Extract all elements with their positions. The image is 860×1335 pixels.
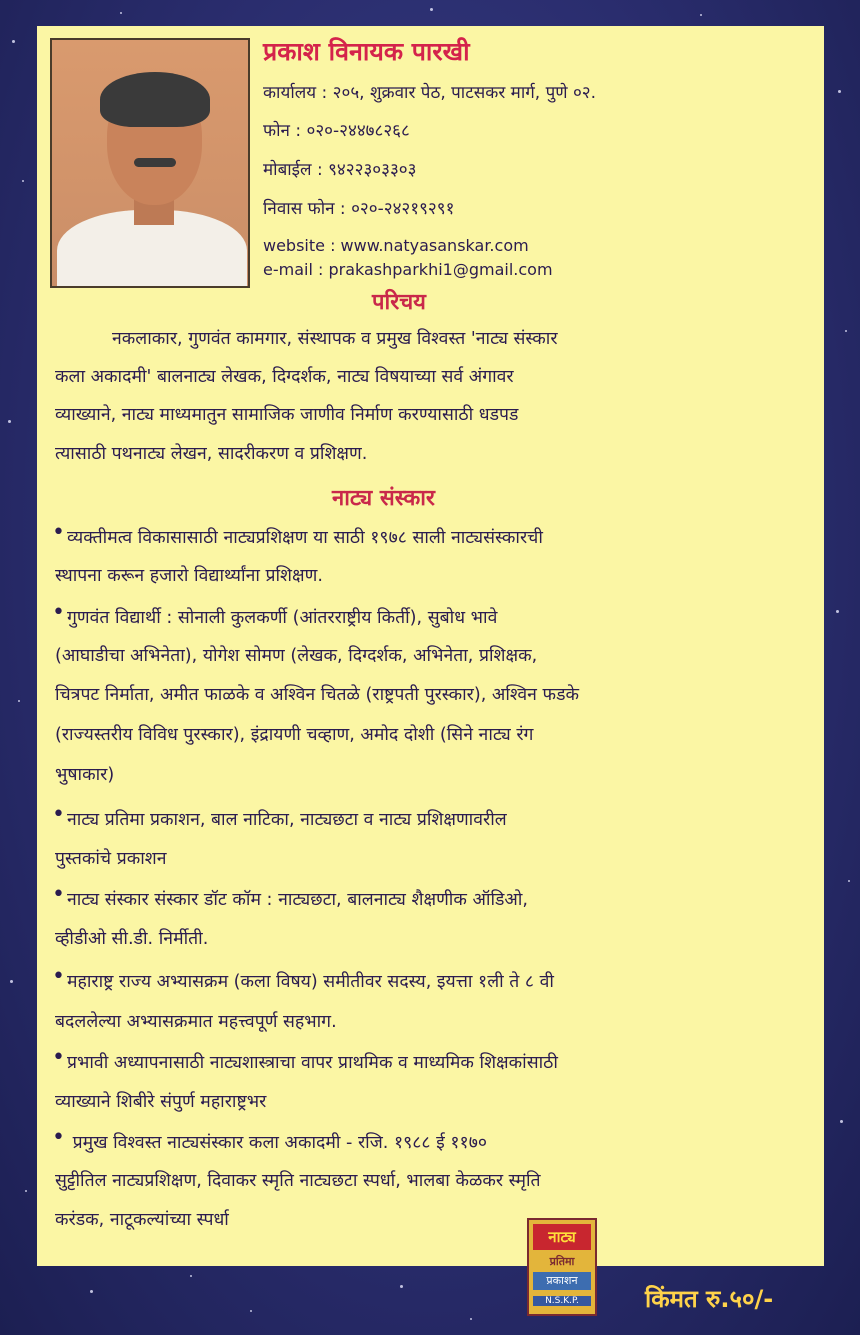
bullet-item: • महाराष्ट्र राज्य अभ्यासक्रम (कला विषय) समीतीवर सदस्य, इयत्ता १ली ते ८ वी — [52, 968, 554, 993]
logo-line: नाट्य — [533, 1224, 591, 1250]
bullet-continuation: (आघाडीचा अभिनेता), योगेश सोमण (लेखक, दिग्दर्शक, अभिनेता, प्रशिक्षक, — [55, 646, 538, 666]
phone-number: फोन : ०२०-२४४७८२६८ — [263, 121, 410, 141]
intro-line: त्यासाठी पथनाट्य लेखन, सादरीकरण व प्रशिक्षण. — [55, 444, 368, 464]
logo-line: N.S.K.P. — [533, 1296, 591, 1306]
intro-title: परिचय — [372, 290, 426, 315]
logo-line: प्रतिमा — [549, 1255, 575, 1268]
bullet-item: • नाट्य प्रतिमा प्रकाशन, बाल नाटिका, नाट्यछटा व नाट्य प्रशिक्षणावरील — [52, 806, 507, 831]
home-phone-number: निवास फोन : ०२०-२४२१९२९१ — [263, 199, 455, 219]
bullet-continuation: (राज्यस्तरीय विविध पुरस्कार), इंद्रायणी चव्हाण, अमोद दोशी (सिने नाट्य रंग — [55, 725, 534, 745]
intro-line: कला अकादमी' बालनाट्य लेखक, दिग्दर्शक, नाट्य विषयाच्या सर्व अंगावर — [55, 367, 514, 387]
logo-line: प्रकाशन — [533, 1272, 591, 1290]
bullet-item: • गुणवंत विद्यार्थी : सोनाली कुलकर्णी (आंतरराष्ट्रीय किर्ती), सुबोध भावे — [52, 604, 497, 629]
price-label: किंमत रु.५०/- — [645, 1285, 774, 1313]
bullet-continuation: करंडक, नाटूकल्यांच्या स्पर्धा — [55, 1210, 229, 1230]
office-address: कार्यालय : २०५, शुक्रवार पेठ, पाटसकर मार्ग, पुणे ०२. — [263, 83, 597, 103]
bullet-continuation: सुट्टीतिल नाट्यप्रशिक्षण, दिवाकर स्मृति नाट्यछटा स्पर्धा, भालबा केळकर स्मृति — [55, 1171, 541, 1191]
bullet-item: • नाट्य संस्कार संस्कार डॉट कॉम : नाट्यछटा, बालनाट्य शैक्षणीक ऑडिओ, — [52, 886, 528, 911]
bullet-item: • प्रमुख विश्वस्त नाट्यसंस्कार कला अकादमी - रजि. १९८८ ई ११७० — [52, 1129, 487, 1154]
mobile-number: मोबाईल : ९४२२३०३३०३ — [263, 160, 417, 180]
bullet-continuation: व्हीडीओ सी.डी. निर्मीती. — [55, 929, 209, 949]
bullet-continuation: स्थापना करून हजारो विद्यार्थ्यांना प्रशिक्षण. — [55, 566, 323, 586]
website-text: website : www.natyasanskar.com — [263, 236, 529, 255]
intro-line: व्याख्याने, नाट्य माध्यमातुन सामाजिक जाणीव निर्माण करण्यासाठी धडपड — [55, 405, 519, 425]
bullet-continuation: भुषाकार) — [55, 765, 115, 785]
email-text: e-mail : prakashparkhi1@gmail.com — [263, 260, 553, 279]
bullet-item: • व्यक्तीमत्व विकासासाठी नाट्यप्रशिक्षण या साठी १९७८ साली नाट्यसंस्कारची — [52, 524, 543, 549]
bullet-continuation: चित्रपट निर्माता, अमीत फाळके व अश्विन चितळे (राष्ट्रपती पुरस्कार), अश्विन फडके — [55, 685, 580, 705]
publisher-logo — [527, 1218, 597, 1316]
bullet-continuation: पुस्तकांचे प्रकाशन — [55, 849, 167, 869]
intro-line: नकलाकार, गुणवंत कामगार, संस्थापक व प्रमुख विश्वस्त 'नाट्य संस्कार — [112, 329, 558, 349]
author-photo — [50, 38, 250, 288]
bullet-item: • प्रभावी अध्यापनासाठी नाट्यशास्त्राचा वापर प्राथमिक व माध्यमिक शिक्षकांसाठी — [52, 1049, 558, 1074]
bullet-continuation: व्याख्याने शिबीरे संपुर्ण महाराष्ट्रभर — [55, 1092, 267, 1112]
author-name: प्रकाश विनायक पारखी — [263, 37, 470, 66]
bullet-continuation: बदललेल्या अभ्यासक्रमात महत्त्वपूर्ण सहभाग. — [55, 1012, 337, 1032]
natya-title: नाट्य संस्कार — [332, 486, 435, 511]
